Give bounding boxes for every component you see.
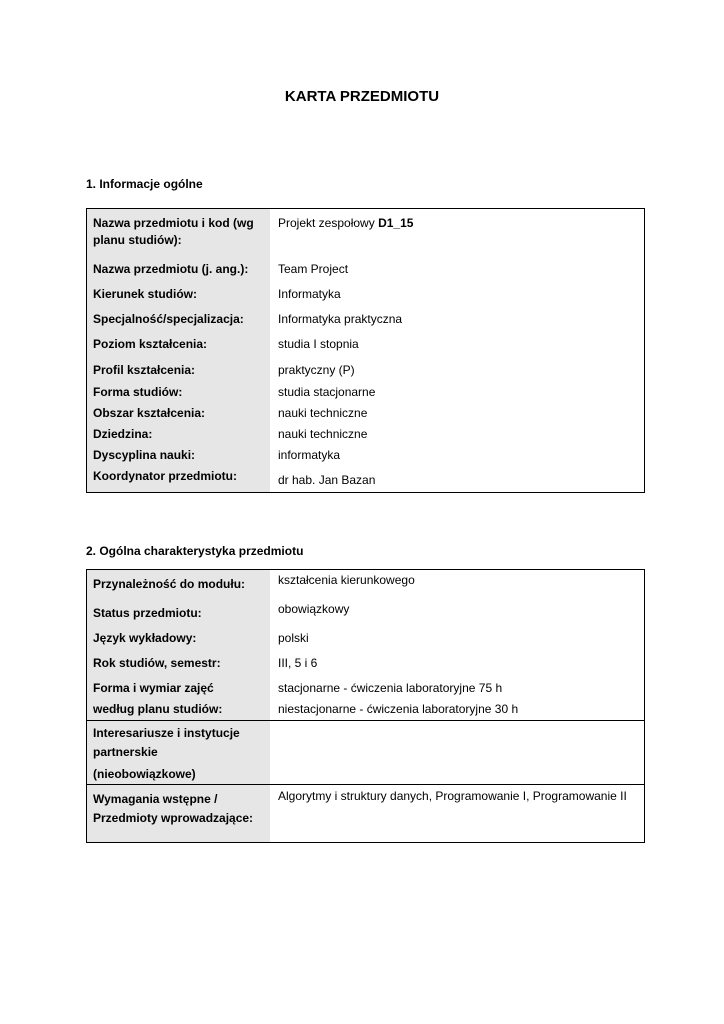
row-label: Profil kształcenia:	[87, 357, 271, 382]
row-label: Koordynator przedmiotu:	[87, 466, 271, 493]
row-value: III, 5 i 6	[278, 656, 318, 670]
form-value-line-2: niestacjonarne - ćwiczenia laboratoryjne 30 h	[278, 702, 519, 716]
row-value: nauki techniczne	[278, 427, 368, 441]
characteristics-table	[86, 569, 645, 843]
row-value: informatyka	[278, 448, 341, 462]
stakeholders-label-line-2: partnerskie	[93, 745, 158, 759]
form-label	[87, 676, 271, 721]
row-value: Informatyka	[278, 287, 341, 301]
row-value: studia I stopnia	[278, 337, 359, 351]
row-label: Język wykładowy:	[87, 626, 271, 651]
table-row	[87, 721, 645, 785]
table-row	[87, 332, 645, 357]
course-name-label: Nazwa przedmiotu i kod (wg planu studiów):	[87, 209, 271, 258]
stakeholders-value	[270, 721, 645, 785]
row-label: Forma studiów:	[87, 382, 271, 403]
row-label: Specjalność/specjalizacja:	[87, 307, 271, 332]
table-row	[87, 424, 645, 445]
prereq-value: Algorytmy i struktury danych, Programowanie I, Programowanie II	[278, 789, 627, 803]
form-label-line-1: Forma i wymiar zajęć	[93, 681, 214, 695]
row-label: Poziom kształcenia:	[87, 332, 271, 357]
table-row	[87, 307, 645, 332]
table-row	[87, 282, 645, 307]
row-value: polski	[278, 631, 309, 645]
table-row	[87, 209, 645, 258]
row-value: kształcenia kierunkowego	[278, 573, 415, 587]
table-row	[87, 382, 645, 403]
course-name-text: Projekt zespołowy	[278, 216, 375, 230]
stakeholders-label-line-3: (nieobowiązkowe)	[93, 767, 196, 781]
row-value: praktyczny (P)	[278, 363, 355, 377]
table-row	[87, 357, 645, 382]
table-row	[87, 651, 645, 676]
form-value-line-1: stacjonarne - ćwiczenia laboratoryjne 75 h	[278, 681, 503, 695]
row-value: Informatyka praktyczna	[278, 312, 403, 326]
row-label: Status przedmiotu:	[87, 601, 271, 626]
row-label: Rok studiów, semestr:	[87, 651, 271, 676]
form-value	[270, 676, 645, 721]
course-name-value	[270, 209, 645, 258]
form-label-line-2: według planu studiów:	[93, 702, 223, 716]
section-2-heading: 2. Ogólna charakterystyka przedmiotu	[86, 544, 304, 558]
row-label: Dziedzina:	[87, 424, 271, 445]
table-row	[87, 257, 645, 282]
section-1-heading: 1. Informacje ogólne	[86, 177, 203, 191]
row-value: dr hab. Jan Bazan	[278, 473, 376, 487]
table-row	[87, 626, 645, 651]
row-label: Przynależność do modułu:	[87, 570, 271, 602]
row-label: Obszar kształcenia:	[87, 403, 271, 424]
table-row	[87, 601, 645, 626]
row-value: studia stacjonarne	[278, 385, 376, 399]
row-label: Kierunek studiów:	[87, 282, 271, 307]
row-value: obowiązkowy	[278, 602, 350, 616]
stakeholders-label	[87, 721, 271, 785]
row-label: Nazwa przedmiotu (j. ang.):	[87, 257, 271, 282]
table-row	[87, 676, 645, 721]
prereq-label-line-1: Wymagania wstępne /	[93, 792, 218, 806]
stakeholders-label-line-1: Interesariusze i instytucje	[93, 726, 240, 740]
course-code: D1_15	[378, 216, 414, 230]
prereq-label-line-2: Przedmioty wprowadzające:	[93, 811, 254, 825]
row-value: Team Project	[278, 262, 349, 276]
row-value: nauki techniczne	[278, 406, 368, 420]
table-row	[87, 570, 645, 602]
table-row	[87, 445, 645, 466]
table-row	[87, 403, 645, 424]
prereq-label	[87, 785, 271, 843]
table-row	[87, 466, 645, 493]
row-label: Dyscyplina nauki:	[87, 445, 271, 466]
page-title: KARTA PRZEDMIOTU	[284, 88, 440, 105]
general-info-table	[86, 208, 645, 493]
table-row	[87, 785, 645, 843]
